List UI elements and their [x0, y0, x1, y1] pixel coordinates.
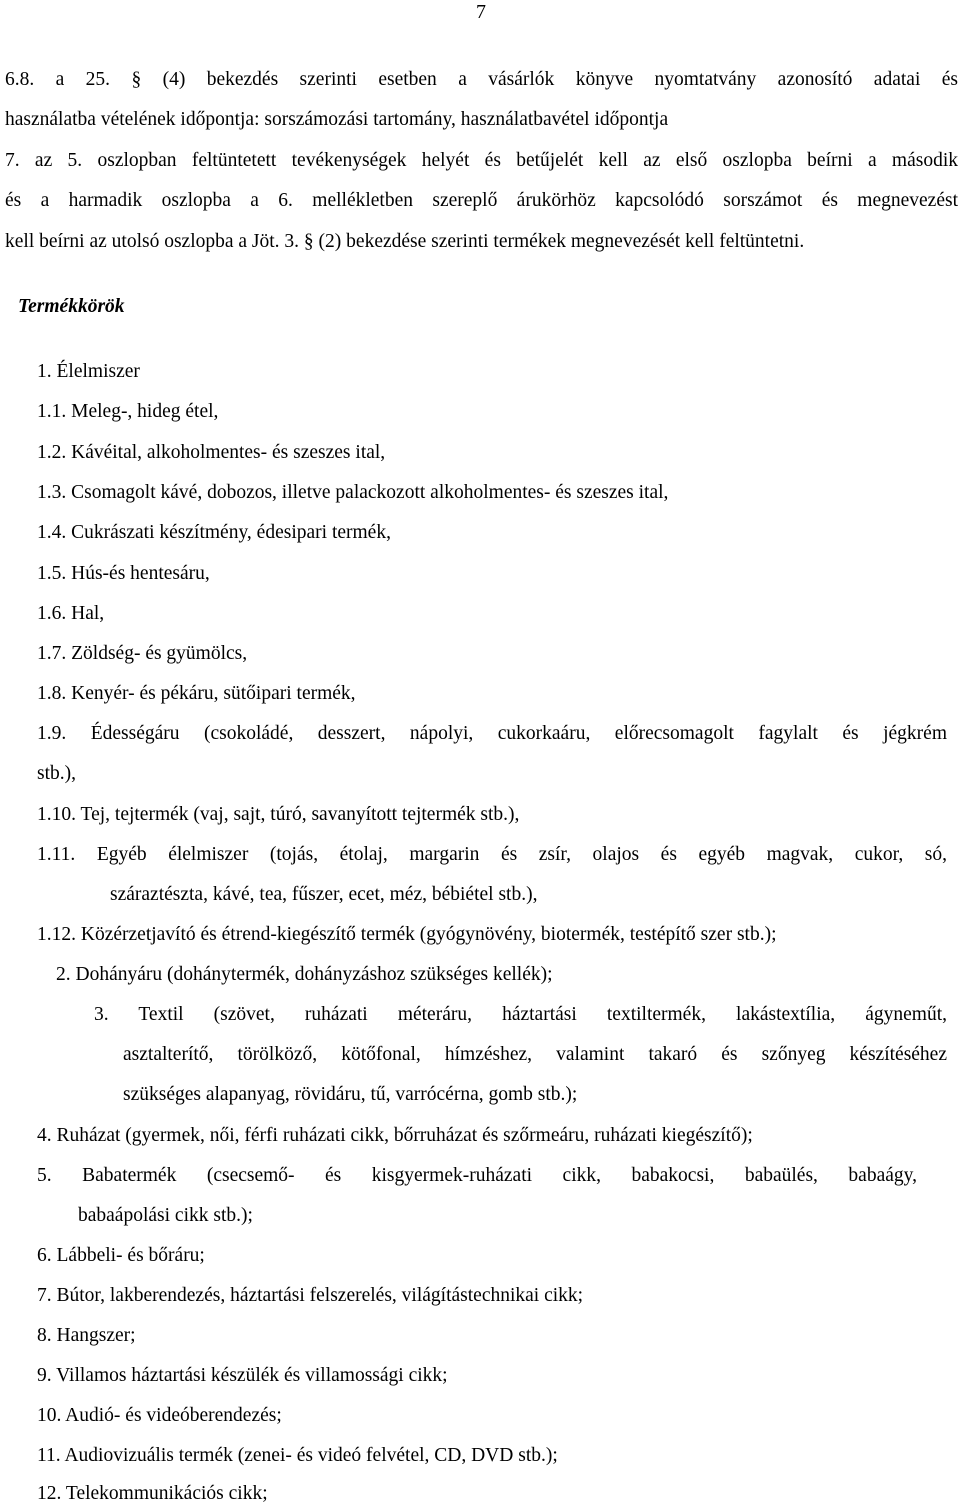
paragraph-line: használatba vételének időpontja: sorszámozási tartomány, használatbavétel időpontja [5, 109, 669, 130]
list-item: 1.12. Közérzetjavító és étrend-kiegészítő termék (gyógynövény, biotermék, testépítő szer stb.); [37, 924, 777, 945]
paragraph-line: 7. az 5. oszlopban feltüntetett tevékenységek helyét és betűjelét kell az első oszlopba beírni a második [5, 150, 958, 171]
list-item: 1.10. Tej, tejtermék (vaj, sajt, túró, savanyított tejtermék stb.), [37, 804, 520, 825]
list-item-continuation: száraztészta, kávé, tea, fűszer, ecet, méz, bébiétel stb.), [110, 884, 538, 905]
page-number: 7 [476, 1, 486, 23]
list-item: 2. Dohányáru (dohánytermék, dohányzáshoz szükséges kellék); [56, 964, 553, 985]
list-item: 8. Hangszer; [37, 1325, 136, 1346]
list-item: 1.7. Zöldség- és gyümölcs, [37, 643, 248, 664]
list-item-continuation: szükséges alapanyag, rövidáru, tű, varrócérna, gomb stb.); [123, 1084, 578, 1105]
list-item: 9. Villamos háztartási készülék és villamossági cikk; [37, 1365, 448, 1386]
list-item-continuation: babaápolási cikk stb.); [78, 1205, 253, 1226]
list-item-continuation: asztalterítő, törölköző, kötőfonal, hímzéshez, valamint takaró és szőnyeg készítéséhez [123, 1044, 947, 1065]
list-item: 1.2. Kávéital, alkoholmentes- és szeszes ital, [37, 442, 386, 463]
list-item: 1.11. Egyéb élelmiszer (tojás, étolaj, margarin és zsír, olajos és egyéb magvak, cukor, só, [37, 844, 947, 865]
list-item: 11. Audiovizuális termék (zenei- és videó felvétel, CD, DVD stb.); [37, 1445, 558, 1466]
list-item: 1.9. Édességáru (csokoládé, desszert, nápolyi, cukorkaáru, előrecsomagolt fagylalt és jégkrém [37, 723, 947, 744]
list-item: 1.5. Hús-és hentesáru, [37, 563, 210, 584]
list-item: 3. Textil (szövet, ruházati méteráru, háztartási textiltermék, lakástextília, ágyneműt, [94, 1004, 947, 1025]
section-heading: Termékkörök [18, 296, 125, 317]
list-item: 1.6. Hal, [37, 603, 105, 624]
list-item: 1. Élelmiszer [37, 361, 140, 382]
list-item-continuation: stb.), [37, 763, 76, 784]
list-item: 1.1. Meleg-, hideg étel, [37, 401, 219, 422]
list-item: 1.4. Cukrászati készítmény, édesipari termék, [37, 522, 391, 543]
list-item: 7. Bútor, lakberendezés, háztartási felszerelés, világítástechnikai cikk; [37, 1285, 584, 1306]
paragraph-line: 6.8. a 25. § (4) bekezdés szerinti esetben a vásárlók könyve nyomtatvány azonosító adatai és [5, 69, 958, 90]
list-item: 12. Telekommunikációs cikk; [37, 1483, 268, 1504]
list-item: 10. Audió- és videóberendezés; [37, 1405, 282, 1426]
list-item: 5. Babatermék (csecsemő- és kisgyermek-ruházati cikk, babakocsi, babaülés, babaágy, [37, 1165, 917, 1186]
paragraph-line: kell beírni az utolsó oszlopba a Jöt. 3. § (2) bekezdése szerinti termékek megnevezését kell feltüntetni. [5, 231, 805, 252]
list-item: 1.8. Kenyér- és pékáru, sütőipari termék, [37, 683, 356, 704]
list-item: 4. Ruházat (gyermek, női, férfi ruházati cikk, bőrruházat és szőrmeáru, ruházati kiegészítő); [37, 1125, 753, 1146]
list-item: 1.3. Csomagolt kávé, dobozos, illetve palackozott alkoholmentes- és szeszes ital, [37, 482, 669, 503]
paragraph-line: és a harmadik oszlopba a 6. mellékletben szereplő árukörhöz kapcsolódó sorszámot és megnevezést [5, 190, 958, 211]
list-item: 6. Lábbeli- és bőráru; [37, 1245, 205, 1266]
